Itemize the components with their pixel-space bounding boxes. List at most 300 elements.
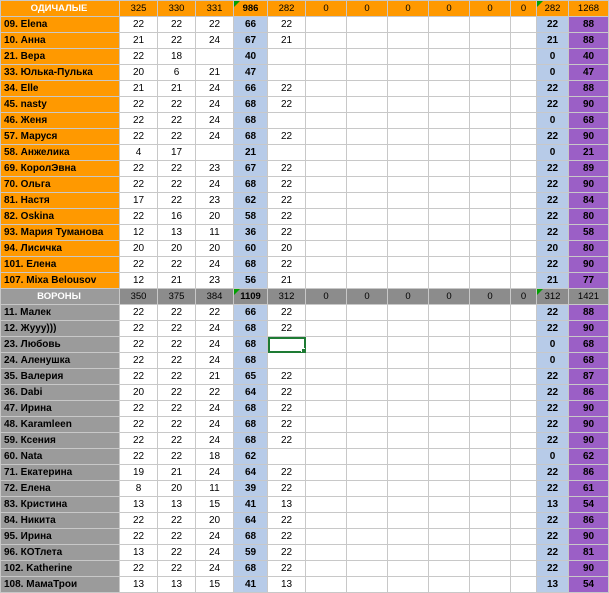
score-cell[interactable]: 90 bbox=[569, 257, 609, 273]
score-cell[interactable] bbox=[347, 417, 388, 433]
score-cell[interactable]: 22 bbox=[537, 545, 569, 561]
score-cell[interactable] bbox=[511, 321, 537, 337]
score-cell[interactable] bbox=[388, 529, 429, 545]
score-cell[interactable] bbox=[347, 577, 388, 593]
score-cell[interactable]: 24 bbox=[196, 129, 234, 145]
group-total-cell[interactable]: 0 bbox=[429, 1, 470, 17]
score-cell[interactable] bbox=[347, 241, 388, 257]
player-name-cell[interactable]: 59. Ксения bbox=[1, 433, 120, 449]
score-cell[interactable] bbox=[388, 305, 429, 321]
score-cell[interactable] bbox=[511, 225, 537, 241]
score-cell[interactable]: 77 bbox=[569, 273, 609, 289]
group-total-cell[interactable]: 0 bbox=[388, 289, 429, 305]
score-cell[interactable] bbox=[429, 81, 470, 97]
score-cell[interactable] bbox=[347, 177, 388, 193]
score-cell[interactable]: 22 bbox=[158, 529, 196, 545]
score-cell[interactable]: 21 bbox=[537, 273, 569, 289]
score-cell[interactable] bbox=[511, 33, 537, 49]
score-cell[interactable] bbox=[306, 241, 347, 257]
score-cell[interactable] bbox=[511, 449, 537, 465]
score-cell[interactable]: 22 bbox=[268, 385, 306, 401]
score-cell[interactable]: 22 bbox=[158, 97, 196, 113]
score-cell[interactable]: 13 bbox=[537, 497, 569, 513]
score-cell[interactable] bbox=[347, 481, 388, 497]
score-cell[interactable]: 64 bbox=[234, 385, 268, 401]
score-cell[interactable] bbox=[470, 433, 511, 449]
score-cell[interactable]: 22 bbox=[268, 561, 306, 577]
score-cell[interactable]: 22 bbox=[120, 513, 158, 529]
score-cell[interactable]: 22 bbox=[268, 465, 306, 481]
player-name-cell[interactable]: 84. Никита bbox=[1, 513, 120, 529]
score-cell[interactable] bbox=[388, 113, 429, 129]
score-cell[interactable] bbox=[429, 353, 470, 369]
score-cell[interactable]: 24 bbox=[196, 257, 234, 273]
score-cell[interactable]: 22 bbox=[537, 481, 569, 497]
score-cell[interactable] bbox=[511, 209, 537, 225]
score-cell[interactable] bbox=[306, 161, 347, 177]
score-cell[interactable]: 22 bbox=[158, 193, 196, 209]
player-name-cell[interactable]: 83. Кристина bbox=[1, 497, 120, 513]
score-cell[interactable] bbox=[196, 49, 234, 65]
score-cell[interactable] bbox=[306, 129, 347, 145]
score-cell[interactable]: 62 bbox=[234, 449, 268, 465]
score-cell[interactable]: 21 bbox=[234, 145, 268, 161]
score-cell[interactable] bbox=[347, 209, 388, 225]
player-name-cell[interactable]: 93. Мария Туманова bbox=[1, 225, 120, 241]
score-cell[interactable]: 22 bbox=[196, 385, 234, 401]
score-cell[interactable] bbox=[268, 353, 306, 369]
score-cell[interactable] bbox=[306, 177, 347, 193]
score-cell[interactable] bbox=[470, 225, 511, 241]
score-cell[interactable]: 86 bbox=[569, 513, 609, 529]
score-cell[interactable]: 22 bbox=[120, 305, 158, 321]
score-cell[interactable] bbox=[388, 225, 429, 241]
score-cell[interactable]: 12 bbox=[120, 225, 158, 241]
score-cell[interactable] bbox=[306, 497, 347, 513]
score-cell[interactable]: 6 bbox=[158, 65, 196, 81]
score-cell[interactable] bbox=[470, 513, 511, 529]
score-cell[interactable]: 22 bbox=[537, 513, 569, 529]
group-total-cell[interactable]: 0 bbox=[347, 289, 388, 305]
group-total-cell[interactable]: 325 bbox=[120, 1, 158, 17]
score-cell[interactable]: 65 bbox=[234, 369, 268, 385]
score-cell[interactable]: 22 bbox=[120, 401, 158, 417]
score-cell[interactable]: 47 bbox=[569, 65, 609, 81]
score-cell[interactable]: 22 bbox=[537, 369, 569, 385]
score-cell[interactable]: 66 bbox=[234, 305, 268, 321]
score-cell[interactable]: 22 bbox=[196, 17, 234, 33]
score-cell[interactable] bbox=[388, 401, 429, 417]
score-cell[interactable]: 22 bbox=[537, 193, 569, 209]
score-cell[interactable]: 22 bbox=[537, 81, 569, 97]
score-cell[interactable]: 68 bbox=[569, 353, 609, 369]
score-cell[interactable]: 24 bbox=[196, 33, 234, 49]
score-cell[interactable]: 21 bbox=[158, 81, 196, 97]
player-name-cell[interactable]: 102. Katherine bbox=[1, 561, 120, 577]
score-cell[interactable] bbox=[470, 273, 511, 289]
score-cell[interactable]: 22 bbox=[120, 337, 158, 353]
score-cell[interactable]: 20 bbox=[537, 241, 569, 257]
score-cell[interactable] bbox=[511, 273, 537, 289]
score-cell[interactable] bbox=[388, 561, 429, 577]
player-name-cell[interactable]: 107. Mixa Belousov bbox=[1, 273, 120, 289]
group-total-cell[interactable]: 384 bbox=[196, 289, 234, 305]
score-cell[interactable]: 20 bbox=[158, 481, 196, 497]
score-cell[interactable]: 61 bbox=[569, 481, 609, 497]
score-cell[interactable] bbox=[470, 305, 511, 321]
score-cell[interactable] bbox=[388, 481, 429, 497]
score-cell[interactable]: 19 bbox=[120, 465, 158, 481]
score-cell[interactable]: 36 bbox=[234, 225, 268, 241]
score-cell[interactable]: 22 bbox=[158, 513, 196, 529]
score-cell[interactable]: 0 bbox=[537, 449, 569, 465]
score-cell[interactable]: 24 bbox=[196, 81, 234, 97]
score-cell[interactable]: 68 bbox=[569, 113, 609, 129]
score-cell[interactable] bbox=[470, 81, 511, 97]
score-cell[interactable]: 62 bbox=[234, 193, 268, 209]
score-cell[interactable] bbox=[306, 97, 347, 113]
score-cell[interactable]: 24 bbox=[196, 465, 234, 481]
score-cell[interactable]: 22 bbox=[158, 257, 196, 273]
group-total-cell[interactable]: 1421 bbox=[569, 289, 609, 305]
score-cell[interactable] bbox=[388, 513, 429, 529]
score-cell[interactable]: 22 bbox=[537, 321, 569, 337]
score-cell[interactable]: 11 bbox=[196, 481, 234, 497]
score-cell[interactable] bbox=[347, 369, 388, 385]
score-cell[interactable] bbox=[429, 257, 470, 273]
score-cell[interactable]: 13 bbox=[268, 577, 306, 593]
score-cell[interactable]: 20 bbox=[120, 385, 158, 401]
score-cell[interactable] bbox=[306, 449, 347, 465]
score-cell[interactable] bbox=[347, 129, 388, 145]
score-cell[interactable] bbox=[429, 193, 470, 209]
score-cell[interactable] bbox=[429, 273, 470, 289]
score-cell[interactable]: 68 bbox=[234, 401, 268, 417]
score-cell[interactable] bbox=[347, 113, 388, 129]
score-cell[interactable] bbox=[388, 129, 429, 145]
score-cell[interactable]: 90 bbox=[569, 97, 609, 113]
score-cell[interactable] bbox=[306, 145, 347, 161]
score-cell[interactable] bbox=[429, 161, 470, 177]
score-cell[interactable] bbox=[347, 65, 388, 81]
score-cell[interactable] bbox=[470, 481, 511, 497]
score-cell[interactable] bbox=[511, 577, 537, 593]
score-cell[interactable] bbox=[429, 49, 470, 65]
score-cell[interactable]: 22 bbox=[158, 417, 196, 433]
score-cell[interactable] bbox=[429, 113, 470, 129]
score-cell[interactable] bbox=[470, 545, 511, 561]
score-cell[interactable] bbox=[306, 481, 347, 497]
score-cell[interactable] bbox=[306, 33, 347, 49]
score-cell[interactable]: 21 bbox=[196, 369, 234, 385]
score-cell[interactable]: 89 bbox=[569, 161, 609, 177]
player-name-cell[interactable]: 45. nasty bbox=[1, 97, 120, 113]
score-cell[interactable] bbox=[470, 177, 511, 193]
score-cell[interactable] bbox=[388, 209, 429, 225]
score-cell[interactable] bbox=[388, 193, 429, 209]
score-cell[interactable] bbox=[347, 161, 388, 177]
score-cell[interactable] bbox=[511, 561, 537, 577]
score-cell[interactable] bbox=[388, 321, 429, 337]
score-cell[interactable] bbox=[511, 113, 537, 129]
score-cell[interactable]: 0 bbox=[537, 49, 569, 65]
score-cell[interactable] bbox=[470, 209, 511, 225]
score-cell[interactable] bbox=[388, 369, 429, 385]
score-cell[interactable] bbox=[470, 129, 511, 145]
score-cell[interactable]: 22 bbox=[537, 225, 569, 241]
score-cell[interactable] bbox=[429, 209, 470, 225]
score-cell[interactable] bbox=[306, 369, 347, 385]
group-total-cell[interactable]: 312 bbox=[268, 289, 306, 305]
score-cell[interactable] bbox=[268, 113, 306, 129]
score-cell[interactable]: 21 bbox=[196, 65, 234, 81]
group-total-cell[interactable]: 375 bbox=[158, 289, 196, 305]
score-cell[interactable]: 11 bbox=[196, 225, 234, 241]
score-cell[interactable] bbox=[429, 401, 470, 417]
score-cell[interactable]: 22 bbox=[268, 129, 306, 145]
score-cell[interactable] bbox=[470, 465, 511, 481]
score-cell[interactable] bbox=[429, 129, 470, 145]
score-cell[interactable]: 0 bbox=[537, 65, 569, 81]
score-cell[interactable] bbox=[388, 17, 429, 33]
score-cell[interactable]: 0 bbox=[537, 145, 569, 161]
score-cell[interactable]: 22 bbox=[158, 353, 196, 369]
score-cell[interactable]: 22 bbox=[537, 401, 569, 417]
score-cell[interactable] bbox=[306, 513, 347, 529]
score-cell[interactable] bbox=[306, 337, 347, 353]
score-cell[interactable]: 88 bbox=[569, 17, 609, 33]
score-cell[interactable] bbox=[268, 145, 306, 161]
score-cell[interactable]: 58 bbox=[234, 209, 268, 225]
score-cell[interactable]: 86 bbox=[569, 465, 609, 481]
score-cell[interactable]: 8 bbox=[120, 481, 158, 497]
score-cell[interactable]: 64 bbox=[234, 513, 268, 529]
score-cell[interactable]: 22 bbox=[120, 417, 158, 433]
score-cell[interactable] bbox=[429, 145, 470, 161]
score-cell[interactable] bbox=[470, 353, 511, 369]
score-cell[interactable] bbox=[429, 337, 470, 353]
score-cell[interactable] bbox=[388, 241, 429, 257]
score-cell[interactable] bbox=[306, 545, 347, 561]
score-cell[interactable] bbox=[511, 497, 537, 513]
group-total-cell[interactable]: 1109 bbox=[234, 289, 268, 305]
score-cell[interactable]: 22 bbox=[537, 129, 569, 145]
score-cell[interactable] bbox=[306, 433, 347, 449]
score-cell[interactable] bbox=[511, 193, 537, 209]
group-title-cell[interactable]: ВОРОНЫ bbox=[1, 289, 120, 305]
score-cell[interactable]: 21 bbox=[268, 273, 306, 289]
score-cell[interactable]: 0 bbox=[537, 353, 569, 369]
score-cell[interactable] bbox=[470, 193, 511, 209]
score-cell[interactable] bbox=[429, 225, 470, 241]
score-cell[interactable] bbox=[306, 209, 347, 225]
score-cell[interactable]: 22 bbox=[120, 113, 158, 129]
score-cell[interactable] bbox=[388, 273, 429, 289]
score-cell[interactable] bbox=[306, 385, 347, 401]
group-total-cell[interactable]: 0 bbox=[511, 1, 537, 17]
score-cell[interactable] bbox=[429, 449, 470, 465]
score-cell[interactable]: 23 bbox=[196, 193, 234, 209]
group-total-cell[interactable]: 0 bbox=[429, 289, 470, 305]
score-cell[interactable]: 59 bbox=[234, 545, 268, 561]
score-cell[interactable]: 22 bbox=[158, 113, 196, 129]
score-cell[interactable]: 22 bbox=[537, 417, 569, 433]
score-cell[interactable]: 20 bbox=[158, 241, 196, 257]
score-cell[interactable] bbox=[388, 353, 429, 369]
score-cell[interactable]: 22 bbox=[120, 161, 158, 177]
score-cell[interactable] bbox=[347, 337, 388, 353]
score-cell[interactable] bbox=[306, 465, 347, 481]
score-cell[interactable]: 0 bbox=[537, 113, 569, 129]
score-cell[interactable] bbox=[470, 113, 511, 129]
score-cell[interactable] bbox=[429, 561, 470, 577]
score-cell[interactable]: 90 bbox=[569, 401, 609, 417]
score-cell[interactable] bbox=[511, 337, 537, 353]
group-total-cell[interactable]: 0 bbox=[470, 1, 511, 17]
score-cell[interactable]: 90 bbox=[569, 129, 609, 145]
player-name-cell[interactable]: 24. Аленушка bbox=[1, 353, 120, 369]
score-cell[interactable]: 40 bbox=[569, 49, 609, 65]
score-cell[interactable]: 40 bbox=[234, 49, 268, 65]
score-cell[interactable] bbox=[306, 49, 347, 65]
score-cell[interactable] bbox=[388, 177, 429, 193]
score-cell[interactable]: 22 bbox=[268, 17, 306, 33]
score-cell[interactable] bbox=[511, 417, 537, 433]
score-cell[interactable]: 62 bbox=[569, 449, 609, 465]
score-cell[interactable]: 22 bbox=[268, 193, 306, 209]
score-cell[interactable]: 23 bbox=[196, 273, 234, 289]
score-cell[interactable]: 12 bbox=[120, 273, 158, 289]
score-cell[interactable]: 24 bbox=[196, 113, 234, 129]
score-cell[interactable]: 64 bbox=[234, 465, 268, 481]
group-total-cell[interactable]: 282 bbox=[268, 1, 306, 17]
score-cell[interactable]: 22 bbox=[158, 17, 196, 33]
score-cell[interactable]: 68 bbox=[569, 337, 609, 353]
score-cell[interactable]: 24 bbox=[196, 417, 234, 433]
score-cell[interactable] bbox=[347, 97, 388, 113]
score-cell[interactable]: 24 bbox=[196, 321, 234, 337]
player-name-cell[interactable]: 72. Елена bbox=[1, 481, 120, 497]
score-cell[interactable] bbox=[306, 577, 347, 593]
score-cell[interactable]: 20 bbox=[120, 65, 158, 81]
score-cell[interactable]: 22 bbox=[537, 529, 569, 545]
score-cell[interactable] bbox=[347, 49, 388, 65]
score-cell[interactable]: 21 bbox=[120, 81, 158, 97]
score-cell[interactable] bbox=[347, 561, 388, 577]
score-cell[interactable]: 88 bbox=[569, 81, 609, 97]
group-total-cell[interactable]: 350 bbox=[120, 289, 158, 305]
score-cell[interactable] bbox=[429, 465, 470, 481]
score-cell[interactable]: 22 bbox=[158, 305, 196, 321]
score-cell[interactable] bbox=[347, 385, 388, 401]
score-cell[interactable] bbox=[511, 481, 537, 497]
score-cell[interactable]: 22 bbox=[268, 81, 306, 97]
score-cell[interactable] bbox=[511, 129, 537, 145]
score-cell[interactable]: 22 bbox=[120, 369, 158, 385]
score-cell[interactable] bbox=[511, 65, 537, 81]
score-cell[interactable]: 67 bbox=[234, 33, 268, 49]
score-cell[interactable] bbox=[429, 177, 470, 193]
score-cell[interactable] bbox=[347, 321, 388, 337]
score-cell[interactable]: 60 bbox=[234, 241, 268, 257]
group-title-cell[interactable]: ОДИЧАЛЫЕ bbox=[1, 1, 120, 17]
score-cell[interactable]: 41 bbox=[234, 497, 268, 513]
score-cell[interactable] bbox=[470, 321, 511, 337]
score-cell[interactable] bbox=[306, 17, 347, 33]
score-cell[interactable] bbox=[511, 49, 537, 65]
score-cell[interactable] bbox=[306, 81, 347, 97]
score-cell[interactable]: 24 bbox=[196, 177, 234, 193]
score-cell[interactable]: 22 bbox=[120, 433, 158, 449]
score-cell[interactable] bbox=[388, 497, 429, 513]
score-cell[interactable]: 21 bbox=[537, 33, 569, 49]
player-name-cell[interactable]: 82. Oskina bbox=[1, 209, 120, 225]
score-cell[interactable]: 24 bbox=[196, 529, 234, 545]
score-cell[interactable] bbox=[511, 545, 537, 561]
score-cell[interactable]: 68 bbox=[234, 177, 268, 193]
score-cell[interactable] bbox=[429, 65, 470, 81]
score-cell[interactable] bbox=[347, 193, 388, 209]
score-cell[interactable]: 22 bbox=[120, 209, 158, 225]
score-cell[interactable] bbox=[470, 449, 511, 465]
score-cell[interactable] bbox=[388, 97, 429, 113]
player-name-cell[interactable]: 10. Анна bbox=[1, 33, 120, 49]
score-cell[interactable] bbox=[470, 145, 511, 161]
score-cell[interactable] bbox=[306, 193, 347, 209]
score-cell[interactable]: 18 bbox=[196, 449, 234, 465]
score-cell[interactable]: 13 bbox=[537, 577, 569, 593]
score-cell[interactable] bbox=[388, 385, 429, 401]
score-cell[interactable] bbox=[347, 465, 388, 481]
score-cell[interactable]: 22 bbox=[120, 321, 158, 337]
score-cell[interactable]: 22 bbox=[158, 433, 196, 449]
score-cell[interactable]: 24 bbox=[196, 561, 234, 577]
score-cell[interactable]: 68 bbox=[234, 529, 268, 545]
score-cell[interactable]: 90 bbox=[569, 561, 609, 577]
score-cell[interactable]: 22 bbox=[268, 545, 306, 561]
score-cell[interactable]: 68 bbox=[234, 113, 268, 129]
score-cell[interactable]: 22 bbox=[158, 449, 196, 465]
score-cell[interactable] bbox=[470, 561, 511, 577]
score-cell[interactable] bbox=[511, 305, 537, 321]
score-cell[interactable]: 22 bbox=[537, 305, 569, 321]
score-cell[interactable]: 22 bbox=[120, 561, 158, 577]
score-cell[interactable] bbox=[347, 353, 388, 369]
score-cell[interactable] bbox=[511, 465, 537, 481]
score-cell[interactable]: 66 bbox=[234, 81, 268, 97]
score-cell[interactable] bbox=[306, 273, 347, 289]
score-cell[interactable]: 22 bbox=[268, 529, 306, 545]
group-total-cell[interactable]: 282 bbox=[537, 1, 569, 17]
score-cell[interactable]: 20 bbox=[268, 241, 306, 257]
score-cell[interactable]: 22 bbox=[537, 209, 569, 225]
score-cell[interactable] bbox=[347, 81, 388, 97]
score-cell[interactable]: 86 bbox=[569, 385, 609, 401]
score-cell[interactable]: 22 bbox=[268, 321, 306, 337]
score-cell[interactable]: 66 bbox=[234, 17, 268, 33]
score-cell[interactable]: 22 bbox=[268, 433, 306, 449]
score-cell[interactable] bbox=[347, 17, 388, 33]
score-cell[interactable] bbox=[388, 65, 429, 81]
score-cell[interactable] bbox=[306, 353, 347, 369]
group-total-cell[interactable]: 330 bbox=[158, 1, 196, 17]
score-cell[interactable] bbox=[429, 513, 470, 529]
score-cell[interactable] bbox=[347, 145, 388, 161]
score-cell[interactable]: 22 bbox=[537, 17, 569, 33]
score-cell[interactable]: 13 bbox=[268, 497, 306, 513]
score-cell[interactable]: 88 bbox=[569, 33, 609, 49]
score-cell[interactable]: 22 bbox=[537, 561, 569, 577]
